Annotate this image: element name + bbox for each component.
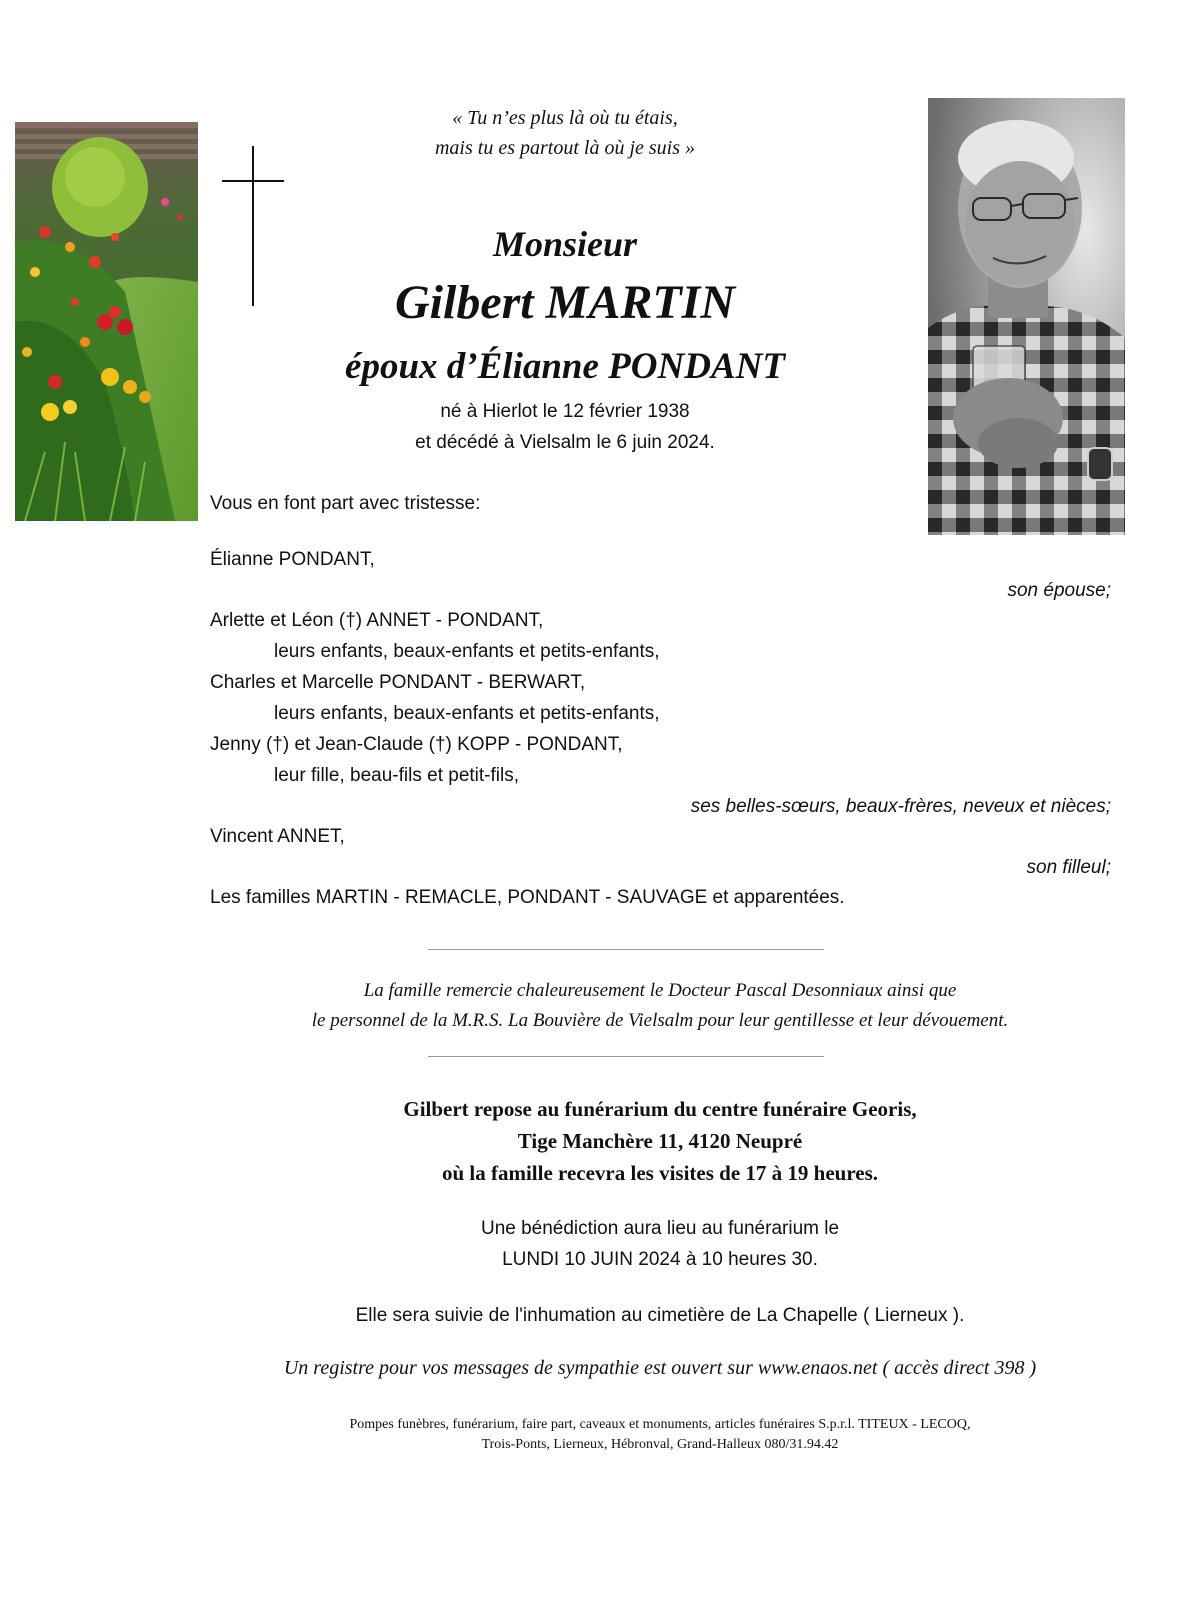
title-prefix: Monsieur <box>492 224 638 264</box>
family-role: ses belles-sœurs, beaux-frères, neveux et nièces; <box>690 796 1111 817</box>
family-line: Vincent ANNET, <box>210 826 345 847</box>
portrait-photo <box>928 98 1125 535</box>
spouse-line: époux d’Élianne PONDANT <box>345 346 785 387</box>
divider <box>428 1056 824 1057</box>
thanks-line-1: La famille remercie chaleureusement le Docteur Pascal Desonniaux ainsi que <box>363 980 957 1001</box>
family-line: Jenny (†) et Jean-Claude (†) KOPP - PONDANT, <box>210 734 623 755</box>
burial-line: Elle sera suivie de l'inhumation au cimetière de La Chapelle ( Lierneux ). <box>355 1305 965 1326</box>
wake-line-1: Gilbert repose au funérarium du centre funéraire Georis, <box>403 1097 917 1121</box>
quote <box>215 103 915 163</box>
family-role: son épouse; <box>1007 580 1111 601</box>
ceremony-line-1: Une bénédiction aura lieu au funérarium le <box>480 1218 840 1239</box>
family-subline: leur fille, beau-fils et petit-fils, <box>274 765 519 786</box>
announcement-intro: Vous en font part avec tristesse: <box>210 493 481 514</box>
ceremony-line-2: LUNDI 10 JUIN 2024 à 10 heures 30. <box>502 1249 818 1270</box>
garden-photo <box>15 122 198 521</box>
family-line: Arlette et Léon (†) ANNET - PONDANT, <box>210 610 544 631</box>
wake-line-3: où la famille recevra les visites de 17 à 19 heures. <box>441 1161 879 1185</box>
death-line: et décédé à Vielsalm le 6 juin 2024. <box>415 432 715 453</box>
family-role: son filleul; <box>1026 857 1111 878</box>
register-line: Un registre pour vos messages de sympathie est ouvert sur www.enaos.net ( accès direct 398 ) <box>283 1357 1037 1379</box>
footer-line-1: Pompes funèbres, funérarium, faire part, caveaux et monuments, articles funéraires S.p.r.l. TITEUX - LECOQ, <box>349 1417 971 1432</box>
family-line: Les familles MARTIN - REMACLE, PONDANT - SAUVAGE et apparentées. <box>210 887 845 908</box>
family-subline: leurs enfants, beaux-enfants et petits-enfants, <box>274 641 660 662</box>
family-line: Élianne PONDANT, <box>210 549 375 570</box>
cross-icon-horizontal <box>222 180 284 182</box>
wake-line-2: Tige Manchère 11, 4120 Neupré <box>517 1129 803 1153</box>
deceased-name: Gilbert MARTIN <box>394 276 736 329</box>
birth-line: né à Hierlot le 12 février 1938 <box>440 401 690 422</box>
divider <box>428 949 824 950</box>
quote-line-2: mais tu es partout là où je suis » <box>434 137 695 159</box>
garden-illustration <box>15 122 198 521</box>
quote-line-1: « Tu n’es plus là où tu étais, <box>452 107 678 129</box>
thanks-line-2: le personnel de la M.R.S. La Bouvière de Vielsalm pour leur gentillesse et leur dévouement. <box>311 1010 1009 1031</box>
portrait-illustration <box>928 98 1125 535</box>
family-line: Charles et Marcelle PONDANT - BERWART, <box>210 672 586 693</box>
footer-line-2: Trois-Ponts, Lierneux, Hébronval, Grand-Halleux 080/31.94.42 <box>481 1437 839 1452</box>
family-subline: leurs enfants, beaux-enfants et petits-enfants, <box>274 703 660 724</box>
